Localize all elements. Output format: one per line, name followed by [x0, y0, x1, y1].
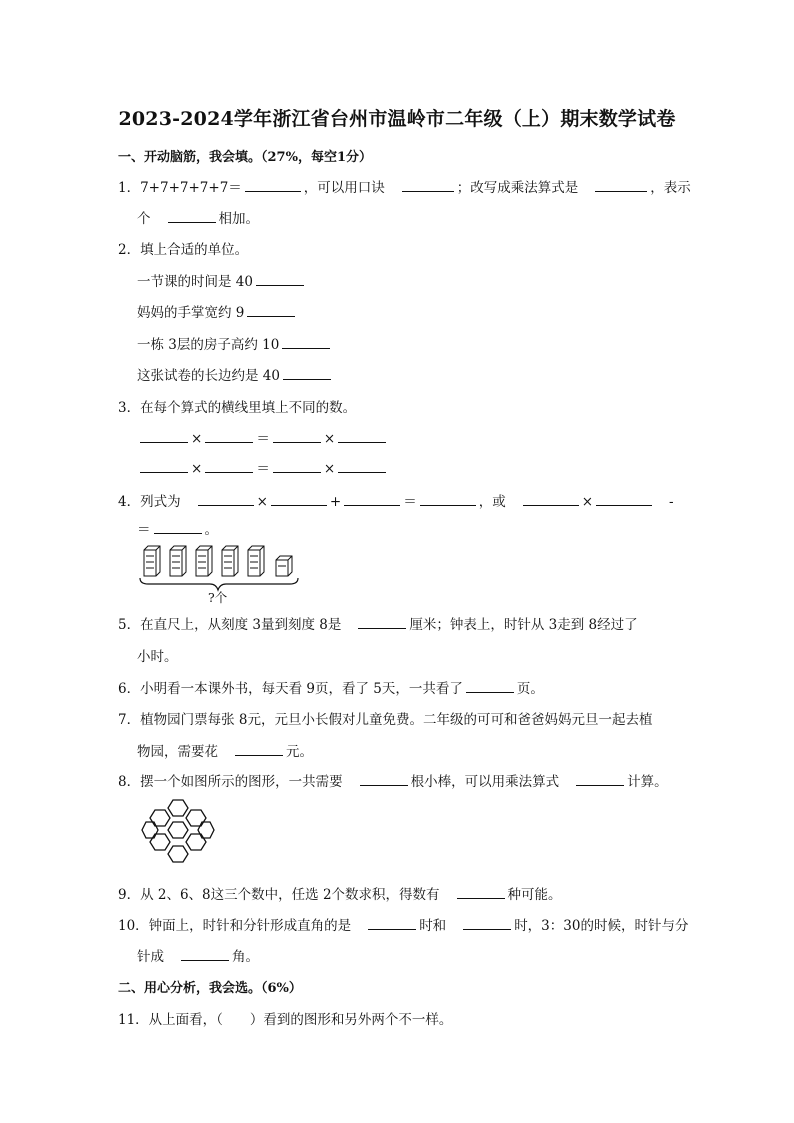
answer-blank[interactable] — [466, 680, 514, 693]
figure-count-label: ?个 — [208, 590, 228, 605]
question-2-item: 一节课的时间是 40 — [137, 270, 307, 290]
question-7-line-1: 7．植物园门票每张 8元，元旦小长假对儿童免费。二年级的可可和爸爸妈妈元旦一起去植 — [118, 712, 653, 728]
answer-blank[interactable] — [595, 179, 647, 192]
hexagon — [186, 834, 206, 850]
cube-stack — [222, 546, 238, 576]
answer-blank[interactable] — [282, 336, 330, 349]
question-2-heading: 2．填上合适的单位。 — [118, 242, 249, 258]
hexagon — [168, 822, 188, 838]
answer-blank[interactable] — [596, 493, 652, 506]
exam-title: 2023-2024学年浙江省台州市温岭市二年级（上）期末数学试卷 — [118, 108, 676, 130]
question-8: 8．摆一个如图所示的图形，一共需要 根小棒，可以用乘法算式 计算。 — [118, 774, 668, 790]
question-6: 6．小明看一本课外书，每天看 9页，看了 5天，一共看了 页。 — [118, 681, 544, 697]
answer-blank[interactable] — [368, 917, 416, 930]
cube-stack — [248, 546, 264, 576]
cube-stack — [170, 546, 186, 576]
answer-blank[interactable] — [523, 493, 579, 506]
answer-blank[interactable] — [344, 493, 400, 506]
answer-blank[interactable] — [140, 460, 188, 473]
answer-blank[interactable] — [256, 273, 304, 286]
answer-blank[interactable] — [338, 430, 386, 443]
answer-blank[interactable] — [181, 948, 229, 961]
hexagon-figure — [140, 798, 216, 870]
cube-stack — [144, 546, 160, 576]
question-10-line-1: 10．钟面上，时针和分针形成直角的是 时和 时，3：30的时候，时针与分 — [118, 918, 689, 934]
question-2-item: 这张试卷的长边约是 40 — [137, 364, 334, 384]
question-2-item: 妈妈的手掌宽约 9 — [137, 301, 298, 321]
answer-blank[interactable] — [420, 493, 476, 506]
question-3-heading: 3．在每个算式的横线里填上不同的数。 — [118, 400, 357, 416]
question-1-line-2: 个 相加。 — [137, 211, 259, 227]
hexagon — [186, 810, 206, 826]
cube-stack — [196, 546, 212, 576]
answer-blank[interactable] — [338, 460, 386, 473]
answer-blank[interactable] — [235, 743, 283, 756]
section-1-heading: 一、开动脑筋，我会填。（27%，每空1分） — [118, 150, 372, 165]
answer-blank[interactable] — [273, 460, 321, 473]
answer-blank[interactable] — [140, 430, 188, 443]
answer-blank[interactable] — [205, 430, 253, 443]
question-4-line-2: ＝ 。 — [137, 522, 218, 538]
answer-blank[interactable] — [463, 917, 511, 930]
hexagon — [168, 846, 188, 862]
question-1-line-1: 1．7+7+7+7+7＝ ，可以用口诀 ；改写成乘法算式是 ，表示 — [118, 180, 691, 196]
question-10-line-2: 针成 角。 — [137, 949, 259, 965]
section-2-heading: 二、用心分析，我会选。（6%） — [118, 981, 302, 996]
answer-blank[interactable] — [198, 493, 254, 506]
answer-blank[interactable] — [402, 179, 454, 192]
hexagon — [150, 810, 170, 826]
question-5-line-1: 5．在直尺上，从刻度 3量到刻度 8是 厘米；钟表上，时针从 3走到 8经过了 — [118, 617, 638, 633]
question-5-line-2: 小时。 — [137, 649, 178, 665]
answer-blank[interactable] — [358, 616, 406, 629]
answer-blank[interactable] — [283, 367, 331, 380]
question-7-line-2: 物园，需要花 元。 — [137, 744, 313, 760]
answer-blank[interactable] — [247, 304, 295, 317]
answer-blank[interactable] — [360, 773, 408, 786]
answer-blank[interactable] — [245, 179, 301, 192]
question-11: 11．从上面看，（ ）看到的图形和另外两个不一样。 — [118, 1012, 453, 1028]
question-4-line-1: 4．列式为 × + ＝ ，或 × - — [118, 494, 674, 510]
question-2-item: 一栋 3层的房子高约 10 — [137, 333, 333, 353]
answer-blank[interactable] — [576, 773, 624, 786]
hexagon — [150, 834, 170, 850]
hexagon — [168, 800, 188, 816]
answer-blank[interactable] — [154, 521, 202, 534]
answer-blank[interactable] — [271, 493, 327, 506]
question-3-equation: × ＝ × — [137, 457, 389, 477]
question-3-equation: × ＝ × — [137, 427, 389, 447]
answer-blank[interactable] — [273, 430, 321, 443]
question-9: 9．从 2、6、8这三个数中，任选 2个数求积，得数有 种可能。 — [118, 887, 562, 903]
hexagon — [198, 822, 214, 838]
hexagon — [142, 822, 158, 838]
answer-blank[interactable] — [168, 210, 216, 223]
answer-blank[interactable] — [457, 886, 505, 899]
cube-stack-short — [276, 556, 292, 576]
answer-blank[interactable] — [205, 460, 253, 473]
